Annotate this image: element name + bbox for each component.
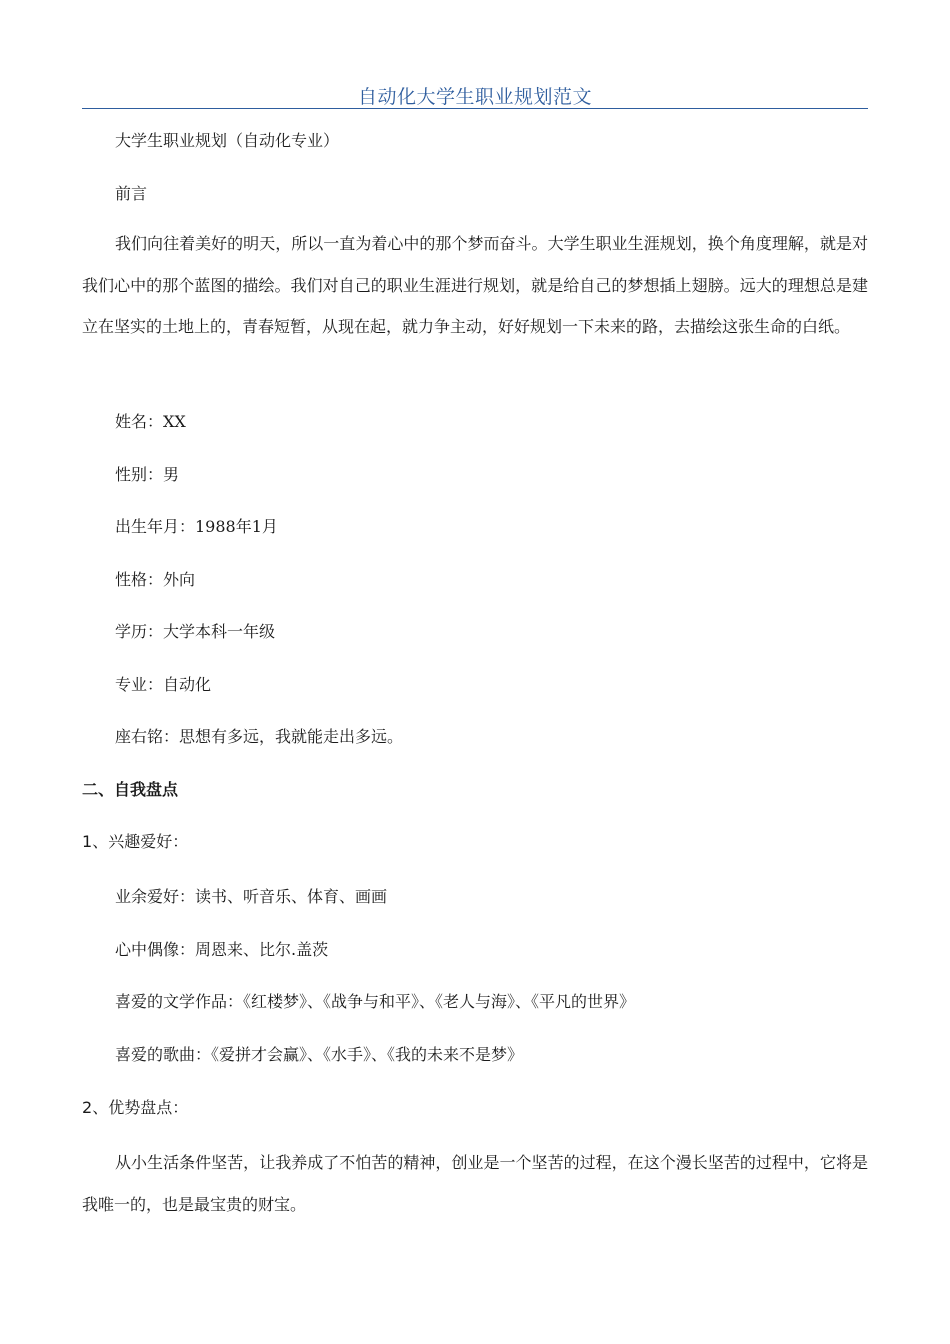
interests-hobbies: 业余爱好：读书、听音乐、体育、画画 — [115, 887, 388, 906]
document-subtitle: 大学生职业规划（自动化专业） — [115, 131, 340, 150]
profile-gender: 性别：男 — [115, 465, 180, 484]
profile-personality: 性格：外向 — [115, 570, 196, 589]
interests-heading-text: 、兴趣爱好： — [92, 832, 189, 851]
profile-name: 姓名：XX — [115, 412, 186, 431]
interests-books: 喜爱的文学作品：《红楼梦》、《战争与和平》、《老人与海》、《平凡的世界》 — [115, 992, 636, 1011]
page-header-title: 自动化大学生职业规划范文 — [357, 86, 592, 108]
header-divider — [82, 108, 868, 109]
profile-education: 学历：大学本科一年级 — [115, 622, 276, 641]
interests-idols: 心中偶像：周恩来、比尔.盖茨 — [115, 940, 329, 959]
interests-heading-number: 1 — [82, 832, 93, 851]
interests-songs: 喜爱的歌曲：《爱拼才会赢》、《水手》、《我的未来不是梦》 — [115, 1045, 524, 1064]
preface-paragraph: 我们向往着美好的明天，所以一直为着心中的那个梦而奋斗。大学生职业生涯规划，换个角度理解，就是对我们心中的那个蓝图的描绘。我们对自己的职业生涯进行规划，就是给自己的梦想插上翅膀。远大的理想总是建立在坚实的土地上的，青春短暂，从现在起，就力争主动，好好规划一下未来的路，去描绘这张生命的白纸。 — [82, 234, 868, 336]
strengths-heading — [82, 1095, 868, 1118]
profile-major: 专业：自动化 — [115, 675, 212, 694]
strengths-heading-text: 、优势盘点： — [92, 1098, 189, 1117]
strengths-heading-number: 2 — [82, 1098, 93, 1117]
profile-birth: 出生年月：1988年1月 — [115, 517, 278, 536]
section-heading-self-review: 二、自我盘点 — [82, 780, 179, 799]
interests-heading — [82, 829, 868, 852]
profile-motto: 座右铭：思想有多远，我就能走出多远。 — [115, 727, 404, 746]
strengths-paragraph: 从小生活条件坚苦，让我养成了不怕苦的精神，创业是一个坚苦的过程，在这个漫长坚苦的过程中，它将是我唯一的，也是最宝贵的财宝。 — [82, 1153, 868, 1214]
preface-heading: 前言 — [115, 184, 148, 203]
